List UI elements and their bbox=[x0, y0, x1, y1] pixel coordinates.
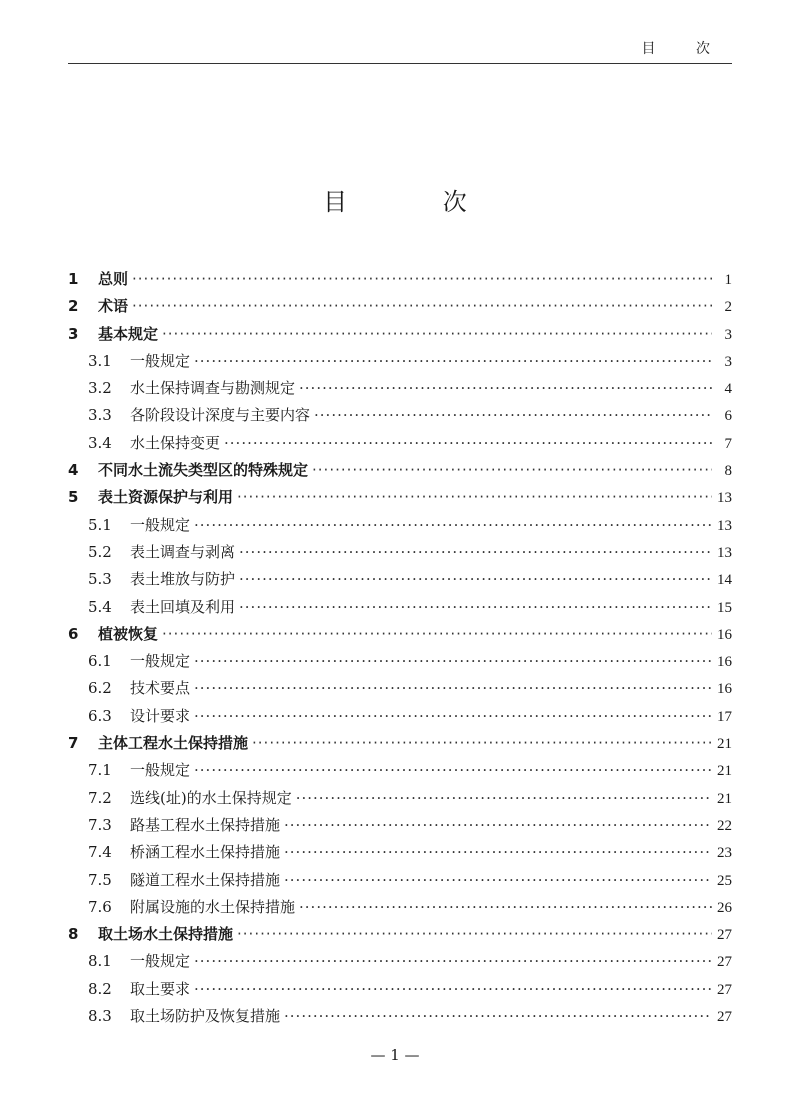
toc-entry-title: 基本规定 bbox=[98, 324, 159, 343]
toc-entry-title: 表土资源保护与利用 bbox=[98, 488, 234, 507]
toc-entry-number: 8.3 bbox=[88, 1007, 112, 1026]
toc-entry-number: 8.2 bbox=[88, 979, 112, 998]
toc-entry-title: 隧道工程水土保持措施 bbox=[130, 870, 281, 889]
toc-entry-title: 水土保持调查与勘测规定 bbox=[130, 379, 296, 398]
dot-leader bbox=[284, 1003, 712, 1030]
toc-entry-number: 3.4 bbox=[88, 433, 112, 452]
toc-section-entry[interactable] bbox=[68, 566, 732, 593]
toc-entry-number: 1 bbox=[68, 270, 79, 288]
toc-chapter-entry[interactable] bbox=[68, 921, 732, 948]
toc-entry-number: 5.2 bbox=[88, 542, 112, 561]
toc-entry-number: 7.3 bbox=[88, 815, 112, 834]
toc-chapter-entry[interactable] bbox=[68, 730, 732, 757]
toc-entry-title: 不同水土流失类型区的特殊规定 bbox=[98, 461, 309, 480]
toc-section-entry[interactable] bbox=[68, 675, 732, 702]
toc-entry-page: 1 bbox=[724, 272, 732, 288]
toc-section-entry[interactable] bbox=[68, 1003, 732, 1030]
dot-leader bbox=[237, 484, 712, 511]
toc-entry-page: 13 bbox=[717, 490, 732, 507]
toc-section-entry[interactable] bbox=[68, 348, 732, 375]
toc-entry-title: 设计要求 bbox=[130, 706, 191, 725]
dot-leader bbox=[284, 812, 712, 839]
dot-leader bbox=[194, 976, 712, 1003]
toc-entry-number: 6 bbox=[68, 624, 79, 643]
toc-entry-page: 3 bbox=[724, 326, 732, 343]
toc-entry-page: 16 bbox=[717, 626, 732, 643]
toc-chapter-entry[interactable] bbox=[68, 621, 732, 648]
toc-entry-title: 桥涵工程水土保持措施 bbox=[130, 843, 281, 862]
toc-entry-page: 8 bbox=[724, 463, 732, 480]
dot-leader bbox=[194, 675, 712, 702]
dot-leader bbox=[194, 512, 712, 539]
toc-section-entry[interactable] bbox=[68, 539, 732, 566]
toc-entry-number: 7.4 bbox=[88, 843, 112, 862]
toc-entry-number: 5.1 bbox=[88, 515, 112, 534]
toc-section-entry[interactable] bbox=[68, 402, 732, 429]
toc-entry-page: 27 bbox=[717, 981, 732, 998]
toc-section-entry[interactable] bbox=[68, 785, 732, 812]
dot-leader bbox=[194, 648, 712, 675]
toc-entry-title: 取土要求 bbox=[130, 979, 191, 998]
toc-section-entry[interactable] bbox=[68, 375, 732, 402]
toc-entry-title: 术语 bbox=[98, 297, 129, 316]
toc-entry-number: 5.3 bbox=[88, 570, 112, 589]
toc-entry-page: 2 bbox=[724, 299, 732, 316]
toc-section-entry[interactable] bbox=[68, 839, 732, 866]
toc-entry-number: 3.2 bbox=[88, 379, 112, 398]
toc-entry-page: 21 bbox=[717, 736, 732, 753]
dot-leader bbox=[284, 839, 712, 866]
toc-entry-number: 6.2 bbox=[88, 679, 112, 698]
toc-section-entry[interactable] bbox=[68, 757, 732, 784]
toc-entry-page: 15 bbox=[717, 599, 732, 616]
toc-section-entry[interactable] bbox=[68, 512, 732, 539]
toc-entry-title: 各阶段设计深度与主要内容 bbox=[130, 406, 311, 425]
toc-entry-title: 一般规定 bbox=[130, 652, 191, 671]
page-number: — 1 — bbox=[370, 1046, 420, 1064]
toc-entry-title: 取土场水土保持措施 bbox=[98, 925, 234, 944]
toc-entry-page: 16 bbox=[717, 681, 732, 698]
toc-entry-title: 总则 bbox=[98, 270, 129, 288]
toc-entry-title: 一般规定 bbox=[130, 351, 191, 370]
dot-leader bbox=[284, 867, 712, 894]
dot-leader bbox=[162, 321, 712, 348]
toc-section-entry[interactable] bbox=[68, 976, 732, 1003]
dot-leader bbox=[194, 348, 712, 375]
toc-entry-number: 7.2 bbox=[88, 788, 112, 807]
toc-entry-number: 4 bbox=[68, 461, 79, 480]
toc-entry-title: 主体工程水土保持措施 bbox=[98, 734, 249, 753]
toc-entry-page: 21 bbox=[717, 790, 732, 807]
dot-leader bbox=[314, 402, 712, 429]
page-title: 目 次 bbox=[323, 188, 511, 216]
running-header: 目 次 bbox=[641, 41, 728, 57]
toc-entry-number: 7 bbox=[68, 734, 79, 753]
toc-section-entry[interactable] bbox=[68, 430, 732, 457]
toc-entry-title: 选线(址)的水土保持规定 bbox=[130, 788, 292, 807]
toc-entry-number: 7.1 bbox=[88, 761, 112, 780]
toc-entry-page: 25 bbox=[717, 872, 732, 889]
toc-entry-title: 技术要点 bbox=[130, 679, 191, 698]
toc-chapter-entry[interactable] bbox=[68, 457, 732, 484]
toc-section-entry[interactable] bbox=[68, 867, 732, 894]
dot-leader bbox=[132, 293, 712, 320]
dot-leader bbox=[239, 566, 712, 593]
dot-leader bbox=[194, 948, 712, 975]
toc-entry-page: 4 bbox=[724, 381, 732, 398]
dot-leader bbox=[224, 430, 712, 457]
toc-entry-title: 水土保持变更 bbox=[130, 433, 221, 452]
toc-chapter-entry[interactable] bbox=[68, 321, 732, 348]
toc-entry-page: 27 bbox=[717, 954, 732, 971]
toc-entry-title: 一般规定 bbox=[130, 515, 191, 534]
toc-chapter-entry[interactable] bbox=[68, 266, 732, 293]
toc-entry-page: 17 bbox=[717, 708, 732, 725]
toc-section-entry[interactable] bbox=[68, 894, 732, 921]
dot-leader bbox=[312, 457, 712, 484]
toc-entry-title: 表土回填及利用 bbox=[130, 597, 236, 616]
dot-leader bbox=[299, 375, 712, 402]
toc-entry-page: 13 bbox=[717, 517, 732, 534]
toc-entry-number: 3.1 bbox=[88, 351, 112, 370]
toc-entry-title: 附属设施的水土保持措施 bbox=[130, 897, 296, 916]
toc-entry-page: 6 bbox=[724, 408, 732, 425]
toc-entry-page: 21 bbox=[717, 763, 732, 780]
toc-section-entry[interactable] bbox=[68, 594, 732, 621]
dot-leader bbox=[252, 730, 712, 757]
toc-entry-page: 27 bbox=[717, 1009, 732, 1026]
dot-leader bbox=[296, 785, 712, 812]
toc-entry-title: 路基工程水土保持措施 bbox=[130, 815, 281, 834]
toc-entry-number: 7.5 bbox=[88, 870, 112, 889]
toc-entry-number: 7.6 bbox=[88, 897, 112, 916]
toc-section-entry[interactable] bbox=[68, 648, 732, 675]
toc-entry-title: 表土堆放与防护 bbox=[130, 570, 236, 589]
toc-entry-number: 6.1 bbox=[88, 652, 112, 671]
toc-entry-number: 3 bbox=[68, 324, 79, 343]
toc-entry-page: 13 bbox=[717, 544, 732, 561]
dot-leader bbox=[239, 539, 712, 566]
toc-section-entry[interactable] bbox=[68, 948, 732, 975]
dot-leader bbox=[194, 703, 712, 730]
toc-section-entry[interactable] bbox=[68, 812, 732, 839]
toc-entry-title: 一般规定 bbox=[130, 952, 191, 971]
toc-chapter-entry[interactable] bbox=[68, 484, 732, 511]
toc-entry-number: 8.1 bbox=[88, 952, 112, 971]
toc-entry-title: 表土调查与剥离 bbox=[130, 542, 236, 561]
toc-entry-page: 14 bbox=[717, 572, 732, 589]
toc-entry-title: 植被恢复 bbox=[98, 624, 159, 643]
toc-section-entry[interactable] bbox=[68, 703, 732, 730]
toc-entry-number: 5 bbox=[68, 488, 79, 507]
toc-entry-number: 2 bbox=[68, 297, 79, 316]
toc-entry-title: 取土场防护及恢复措施 bbox=[130, 1007, 281, 1026]
toc-entry-number: 8 bbox=[68, 925, 79, 944]
toc-entry-title: 一般规定 bbox=[130, 761, 191, 780]
toc-entry-page: 22 bbox=[717, 817, 732, 834]
dot-leader bbox=[194, 757, 712, 784]
dot-leader bbox=[237, 921, 712, 948]
dot-leader bbox=[162, 621, 712, 648]
dot-leader bbox=[299, 894, 712, 921]
header-divider bbox=[68, 63, 732, 64]
toc-entry-number: 5.4 bbox=[88, 597, 112, 616]
toc-entry-page: 26 bbox=[717, 899, 732, 916]
toc-entry-page: 16 bbox=[717, 654, 732, 671]
table-of-contents bbox=[68, 266, 732, 1030]
toc-chapter-entry[interactable] bbox=[68, 293, 732, 320]
toc-entry-page: 23 bbox=[717, 845, 732, 862]
dot-leader bbox=[239, 594, 712, 621]
toc-entry-page: 27 bbox=[717, 927, 732, 944]
toc-entry-number: 6.3 bbox=[88, 706, 112, 725]
toc-entry-page: 7 bbox=[724, 435, 732, 452]
toc-entry-page: 3 bbox=[724, 353, 732, 370]
dot-leader bbox=[132, 266, 712, 293]
toc-entry-number: 3.3 bbox=[88, 406, 112, 425]
